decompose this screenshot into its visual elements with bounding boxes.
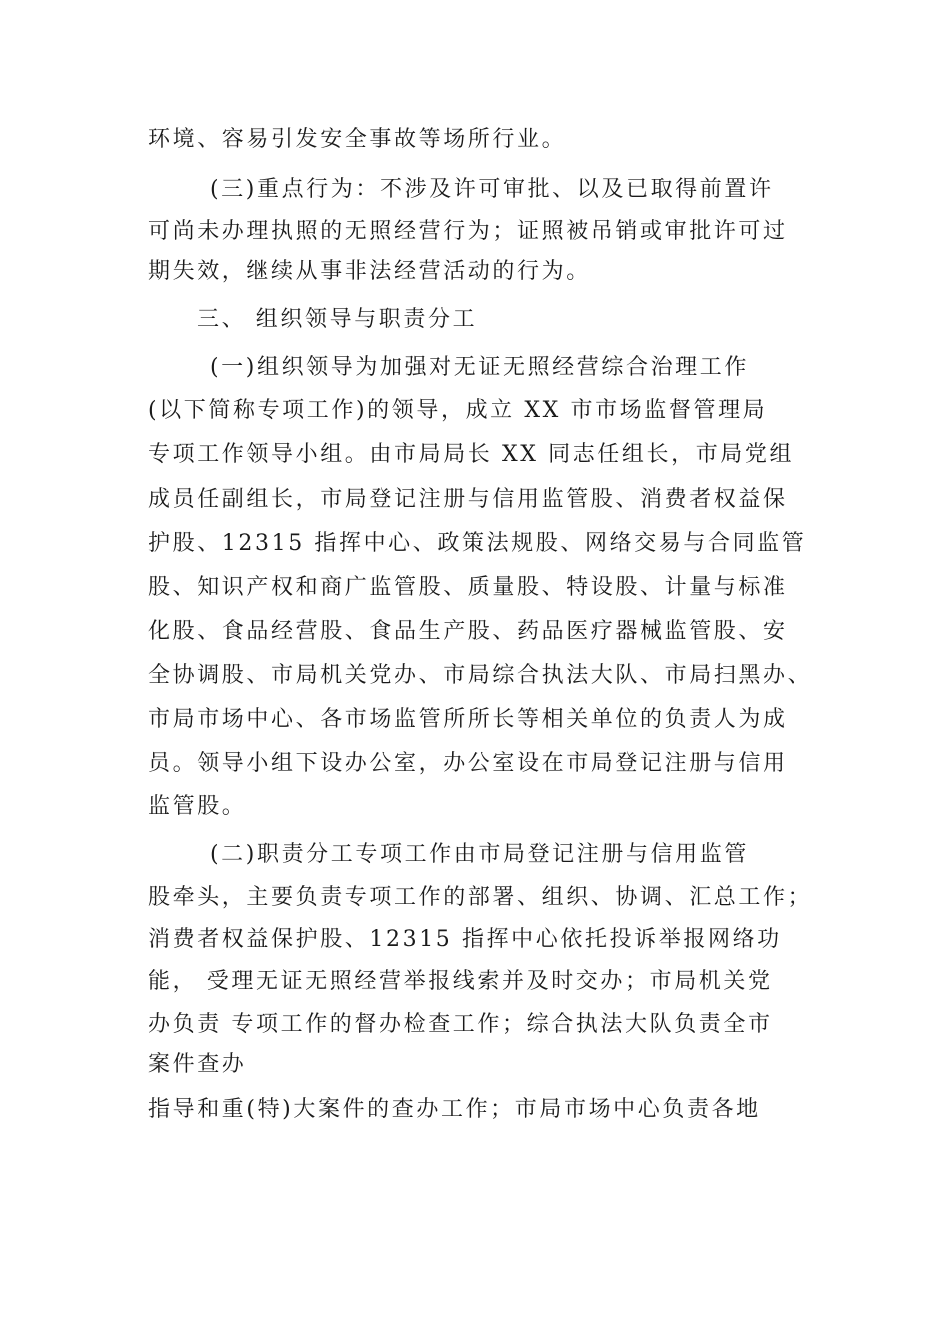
text-line: 消费者权益保护股、12315 指挥中心依托投诉举报网络功 (148, 927, 782, 952)
paragraph-key-behaviors: (三)重点行为：不涉及许可审批、以及已取得前置许 (210, 177, 774, 202)
text-line: 员。领导小组下设办公室，办公室设在市局登记注册与信用 (148, 751, 788, 776)
text-line: 股、知识产权和商广监管股、质量股、特设股、计量与标准 (148, 575, 788, 600)
text-line: 成员任副组长，市局登记注册与信用监管股、消费者权益保 (148, 487, 788, 512)
section-heading: 三、 组织领导与职责分工 (197, 307, 478, 332)
text-line: 股牵头，主要负责专项工作的部署、组织、协调、汇总工作； (148, 885, 813, 910)
text-line: 化股、食品经营股、食品生产股、药品医疗器械监管股、安 (148, 619, 788, 644)
text-line: 指导和重(特)大案件的查办工作；市局市场中心负责各地 (148, 1097, 761, 1122)
paragraph-organization-leadership: (一)组织领导为加强对无证无照经营综合治理工作 (210, 355, 749, 380)
text-line: 可尚未办理执照的无照经营行为；证照被吊销或审批许可过 (148, 219, 788, 244)
text-line: 专项工作领导小组。由市局局长 XX 同志任组长，市局党组 (148, 442, 795, 467)
text-line: 办负责 专项工作的督办检查工作；综合执法大队负责全市 (148, 1012, 773, 1037)
text-line: 护股、12315 指挥中心、政策法规股、网络交易与合同监管 (148, 531, 807, 556)
text-line: 全协调股、市局机关党办、市局综合执法大队、市局扫黑办、 (148, 663, 813, 688)
text-line: 期失效，继续从事非法经营活动的行为。 (148, 259, 591, 284)
text-line: 监管股。 (148, 794, 247, 819)
text-line: 市局市场中心、各市场监管所所长等相关单位的负责人为成 (148, 707, 788, 732)
text-line: 环境、容易引发安全事故等场所行业。 (148, 127, 567, 152)
text-line: (以下简称专项工作)的领导，成立 XX 市市场监督管理局 (148, 398, 768, 423)
paragraph-responsibilities: (二)职责分工专项工作由市局登记注册与信用监管 (210, 842, 749, 867)
text-line: 案件查办 (148, 1052, 247, 1077)
text-line: 能， 受理无证无照经营举报线索并及时交办；市局机关党 (148, 969, 773, 994)
